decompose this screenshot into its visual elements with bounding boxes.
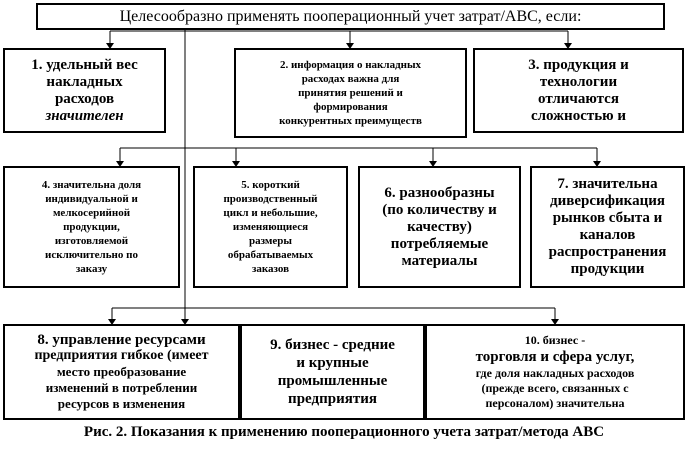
condition-6-box <box>358 166 521 288</box>
condition-8-line-4: изменений в потреблении <box>45 380 198 395</box>
condition-8-box <box>3 324 240 420</box>
condition-5-box <box>193 166 348 288</box>
condition-1-line-3: расходов <box>54 90 115 107</box>
condition-9-line-4: предприятия <box>288 391 377 407</box>
condition-9-box <box>240 324 425 420</box>
condition-2-line-1: 2. информация о накладных <box>279 59 422 71</box>
condition-9-line-3: промышленные <box>277 373 388 389</box>
condition-10-line-3: где доля накладных расходов <box>475 366 635 380</box>
condition-9-line-2: и крупные <box>296 355 369 371</box>
condition-8-line-1: 8. управление ресурсами <box>37 332 206 348</box>
condition-2-line-5: конкурентных преимуществ <box>279 115 422 127</box>
header-box <box>36 3 665 30</box>
header-text: Целесообразно применять пооперационный учет затрат/ABC, если: <box>119 7 582 25</box>
condition-8-line-5: ресурсов в изменения <box>57 396 186 411</box>
condition-6-line-5: материалы <box>401 252 478 269</box>
condition-6-line-3: качеству) <box>407 218 472 235</box>
condition-10-line-4: (прежде всего, связанных с <box>481 381 629 395</box>
condition-5-line-2: производственный <box>223 193 318 205</box>
condition-3-box <box>473 48 684 133</box>
condition-7-line-4: каналов <box>579 227 636 243</box>
condition-5-line-3: цикл и небольшие, <box>223 207 318 219</box>
condition-3-line-2: технологии <box>539 73 618 90</box>
condition-10-box <box>425 324 685 420</box>
condition-10-line-5: персоналом) значительна <box>485 396 625 410</box>
condition-3-line-4: сложностью и <box>530 107 627 124</box>
condition-4-line-4: продукции, <box>63 221 120 233</box>
condition-8-line-3: место преобразование <box>56 364 187 379</box>
condition-5-line-6: обрабатываемых <box>227 249 314 261</box>
condition-10-line-1: 10. бизнес - <box>524 333 586 347</box>
condition-5-line-7: заказов <box>251 263 290 275</box>
condition-5-line-4: изменяющиеся <box>232 221 309 233</box>
condition-4-line-7: заказу <box>75 263 108 275</box>
condition-10-line-2: торговля и сфера услуг, <box>475 349 635 365</box>
condition-3-line-1: 3. продукция и <box>528 56 629 73</box>
condition-2-box <box>234 48 467 138</box>
condition-2-line-2: расходах важна для <box>301 73 400 85</box>
condition-1-box <box>3 48 166 133</box>
condition-6-line-1: 6. разнообразны <box>384 184 495 201</box>
condition-4-line-6: исключительно по <box>45 249 138 261</box>
condition-4-line-5: изготовляемой <box>54 235 129 247</box>
condition-5-line-1: 5. короткий <box>241 179 300 191</box>
condition-1-line-2: накладных <box>46 73 123 90</box>
condition-4-line-3: мелкосерийной <box>52 207 131 219</box>
condition-7-line-5: распространения <box>548 244 667 260</box>
condition-1-line-1: 1. удельный вес <box>31 56 138 73</box>
condition-3-line-3: отличаются <box>538 90 619 107</box>
condition-2-line-3: принятия решений и <box>298 87 403 99</box>
condition-6-line-2: (по количеству и <box>382 201 497 218</box>
condition-7-line-6: продукции <box>570 261 645 277</box>
condition-1-line-4: значителен <box>45 107 124 124</box>
condition-7-line-2: диверсификация <box>550 193 665 209</box>
condition-4-line-1: 4. значительна доля <box>41 179 142 191</box>
condition-8-line-2: предприятия гибкое (имеет <box>34 348 209 363</box>
condition-2-line-4: формирования <box>313 101 388 113</box>
condition-7-line-1: 7. значительна <box>557 176 658 192</box>
condition-9-line-1: 9. бизнес - средние <box>270 337 395 353</box>
condition-5-line-5: размеры <box>249 235 292 247</box>
condition-7-box <box>530 166 685 288</box>
condition-7-line-3: рынков сбыта и <box>552 210 663 226</box>
condition-4-box <box>3 166 180 288</box>
condition-4-line-2: индивидуальной и <box>45 193 138 205</box>
condition-6-line-4: потребляемые <box>390 235 489 252</box>
figure-caption: Рис. 2. Показания к применению пооперационного учета затрат/метода ABC <box>83 424 605 440</box>
